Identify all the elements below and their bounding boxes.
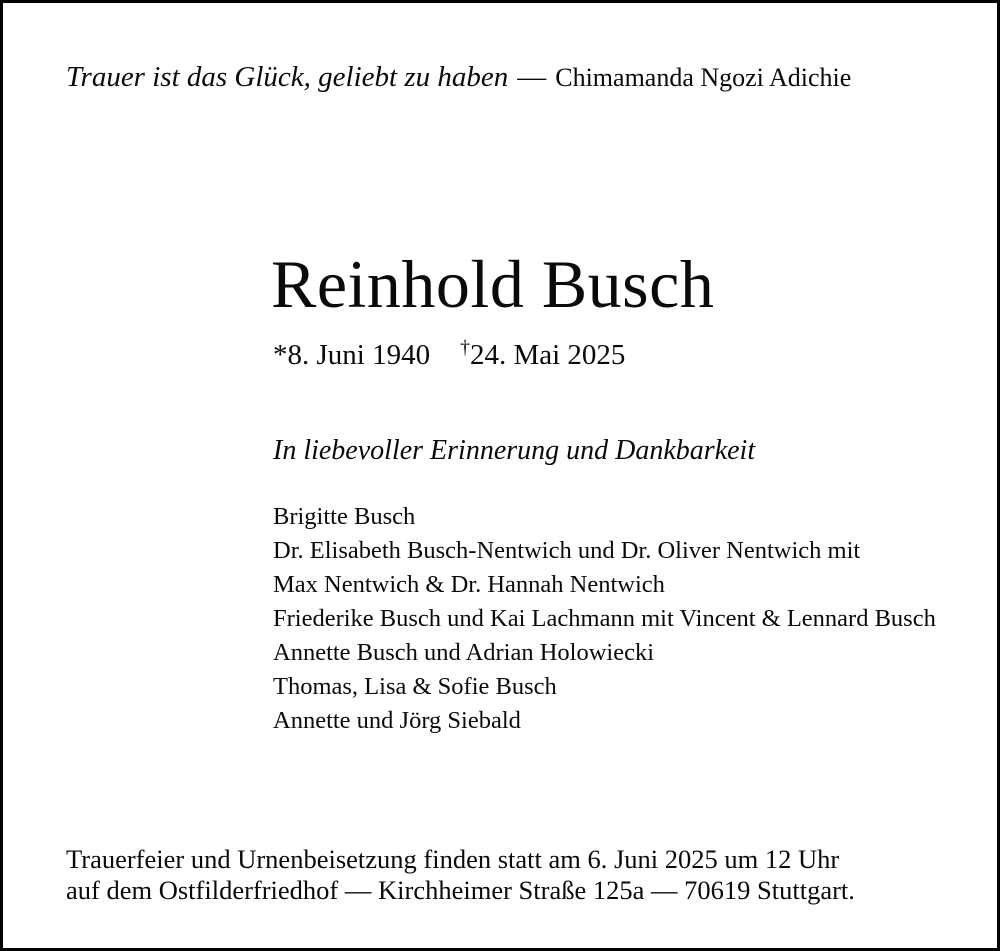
death-symbol-cross-icon: †: [460, 336, 470, 359]
funeral-details: [66, 844, 855, 906]
mourner-line: Friederike Busch und Kai Lachmann mit Vincent & Lennard Busch: [273, 605, 936, 632]
deceased-name: Reinhold Busch: [271, 246, 715, 322]
funeral-details-line2: auf dem Ostfilderfriedhof — Kirchheimer Straße 125a — 70619 Stuttgart.: [66, 875, 855, 905]
epigraph-quote: Trauer ist das Glück, geliebt zu haben: [66, 61, 509, 93]
epigraph-separator: —: [517, 61, 547, 93]
funeral-details-line1: Trauerfeier und Urnenbeisetzung finden statt am 6. Juni 2025 um 12 Uhr: [66, 844, 840, 874]
mourner-line: Brigitte Busch: [273, 503, 416, 530]
mourner-line: Max Nentwich & Dr. Hannah Nentwich: [273, 571, 665, 598]
epigraph-attribution: Chimamanda Ngozi Adichie: [555, 63, 852, 92]
mourner-line: Thomas, Lisa & Sofie Busch: [273, 673, 557, 700]
memorial-line: In liebevoller Erinnerung und Dankbarkeit: [273, 435, 756, 466]
mourners-list: [273, 500, 936, 738]
mourner-line: Dr. Elisabeth Busch-Nentwich und Dr. Oliver Nentwich mit: [273, 537, 861, 564]
mourner-line: Annette und Jörg Siebald: [273, 707, 521, 734]
death-date-text: 24. Mai 2025: [469, 339, 626, 371]
mourner-line: Annette Busch und Adrian Holowiecki: [273, 639, 655, 666]
birth-symbol: *: [273, 339, 288, 371]
epigraph: [66, 61, 851, 94]
life-dates: [273, 336, 626, 372]
birth-date-text: 8. Juni 1940: [287, 339, 431, 371]
birth-date: [273, 339, 430, 371]
death-date: [460, 336, 626, 371]
